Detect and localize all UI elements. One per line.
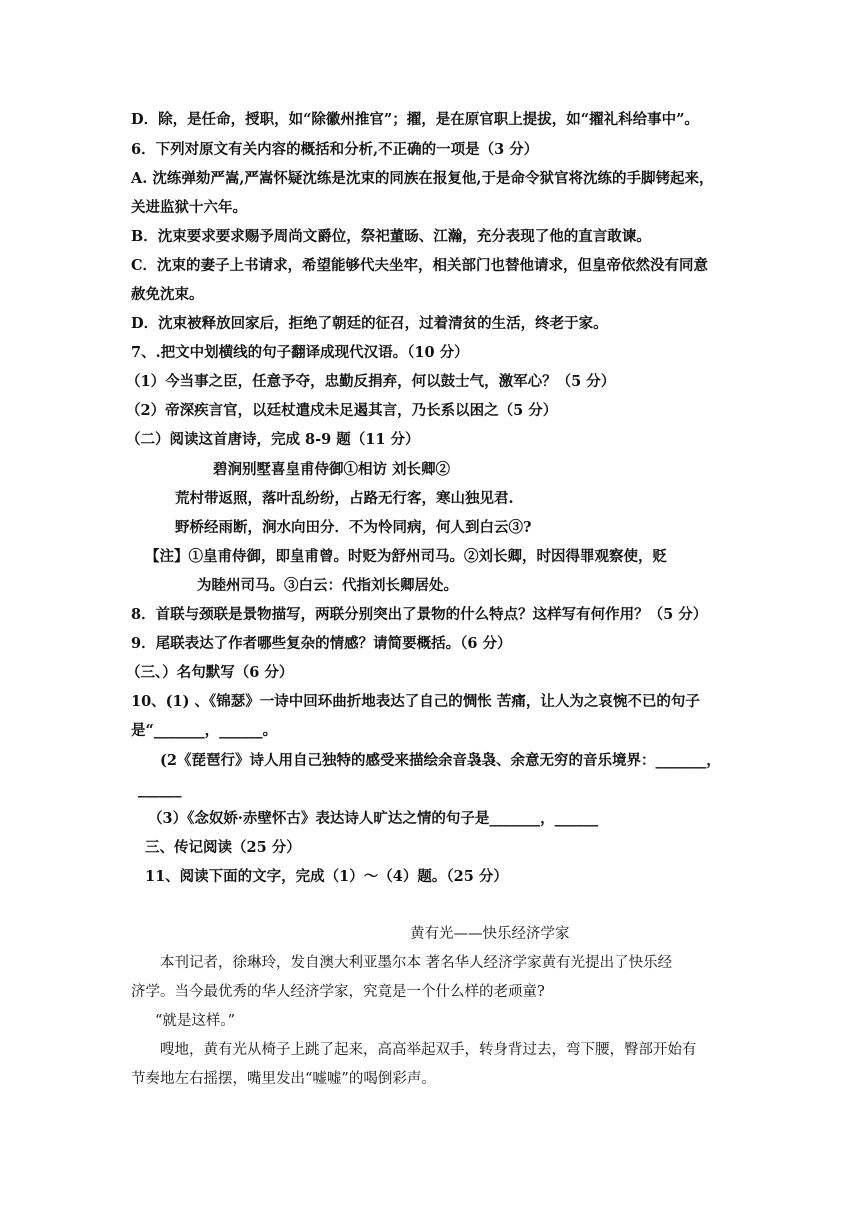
q6-option-c: C．沈束的妻子上书请求，希望能够代夫坐牢，相关部门也替他请求，但皇帝依然没有同意: [131, 257, 709, 274]
q6-option-a: A. 沈练弹劾严嵩,严嵩怀疑沈练是沈束的同族在报复他,于是命令狱官将沈练的手脚铐起来，: [131, 170, 714, 187]
question-10-part-3: （3）《念奴娇·赤壁怀古》表达诗人旷达之情的句子是_______，______: [148, 810, 599, 827]
poem-line-2: 野桥经雨断，涧水向田分．不为怜同病，何人到白云③?: [175, 519, 532, 536]
article-title: 黄有光——快乐经济学家: [410, 926, 570, 942]
article-para-1: 本刊记者，徐琳玲，发自澳大利亚墨尔本 著名华人经济学家黄有光提出了快乐经: [160, 955, 673, 971]
poem-line-1: 荒村带返照，落叶乱纷纷，占路无行客，寒山独见君.: [175, 490, 514, 507]
article-para-3: 嗖地，黄有光从椅子上跳了起来，高高举起双手，转身背过去，弯下腰，臀部开始有: [160, 1042, 697, 1058]
section-biography-heading: 三、传记阅读（25 分）: [145, 839, 301, 856]
section-3-heading: （三、）名句默写（6 分）: [126, 664, 294, 681]
question-10-part-1: 10、(1) 、《锦瑟》一诗中回环曲折地表达了自己的惆怅 苦痛，让人为之哀惋不已的句子: [131, 693, 700, 710]
section-2-heading: （二）阅读这首唐诗，完成 8-9 题（11 分）: [126, 431, 420, 448]
question-10-part-1-blanks: 是“_______，______。: [131, 722, 278, 739]
question-7: 7、.把文中划横线的句子翻译成现代汉语。（10 分）: [131, 344, 469, 361]
q7-part-1: （1）今当事之臣，任意予夺，忠勤反捐弃，何以鼓士气，激军心？（5 分）: [126, 373, 616, 390]
poem-note-cont: 为睦州司马。③白云：代指刘长卿居处。: [197, 577, 458, 594]
question-9: 9．尾联表达了作者哪些复杂的情感？请简要概括。（6 分）: [131, 635, 512, 652]
question-11: 11、阅读下面的文字，完成（1）～（4）题。（25 分）: [145, 868, 508, 885]
question-10-part-2: (2《琵琶行》诗人用自己独特的感受来描绘余音袅袅、余意无穷的音乐境界：_______，: [160, 752, 721, 769]
poem-title: 碧涧别墅喜皇甫侍御①相访 刘长卿②: [213, 461, 451, 478]
q6-option-b: B．沈束要求要求赐予周尚文爵位，祭祀董旸、江瀚，充分表现了他的直言敢谏。: [131, 228, 651, 245]
question-10-part-2-blank: ______: [138, 781, 182, 798]
q6-option-a-cont: 关进监狱十六年。: [131, 199, 247, 216]
q7-part-2: （2）帝深疾言官，以廷杖遣戍未足遏其言，乃长系以困之（5 分）: [126, 402, 558, 419]
q6-option-c-cont: 赦免沈束。: [131, 286, 204, 303]
option-d-q5: D．除，是任命，授职，如“除徽州推官”；擢，是在原官职上提拔，如“擢礼科给事中”。: [131, 111, 699, 128]
article-para-1-cont: 济学。当今最优秀的华人经济学家，究竟是一个什么样的老顽童?: [131, 984, 545, 1000]
question-6: 6．下列对原文有关内容的概括和分析,不正确的一项是（3 分）: [131, 141, 539, 158]
article-para-3-cont: 节奏地左右摇摆，嘴里发出“嘘嘘”的喝倒彩声。: [131, 1071, 436, 1087]
article-para-2: “就是这样。”: [155, 1013, 236, 1029]
q6-option-d: D．沈束被释放回家后，拒绝了朝廷的征召，过着清贫的生活，终老于家。: [131, 315, 608, 332]
question-8: 8．首联与颈联是景物描写，两联分别突出了景物的什么特点？这样写有何作用？（5 分）: [131, 606, 708, 623]
poem-note: 【注】①皇甫侍御，即皇甫曾。时贬为舒州司马。②刘长卿，时因得罪观察使，贬: [145, 548, 667, 565]
